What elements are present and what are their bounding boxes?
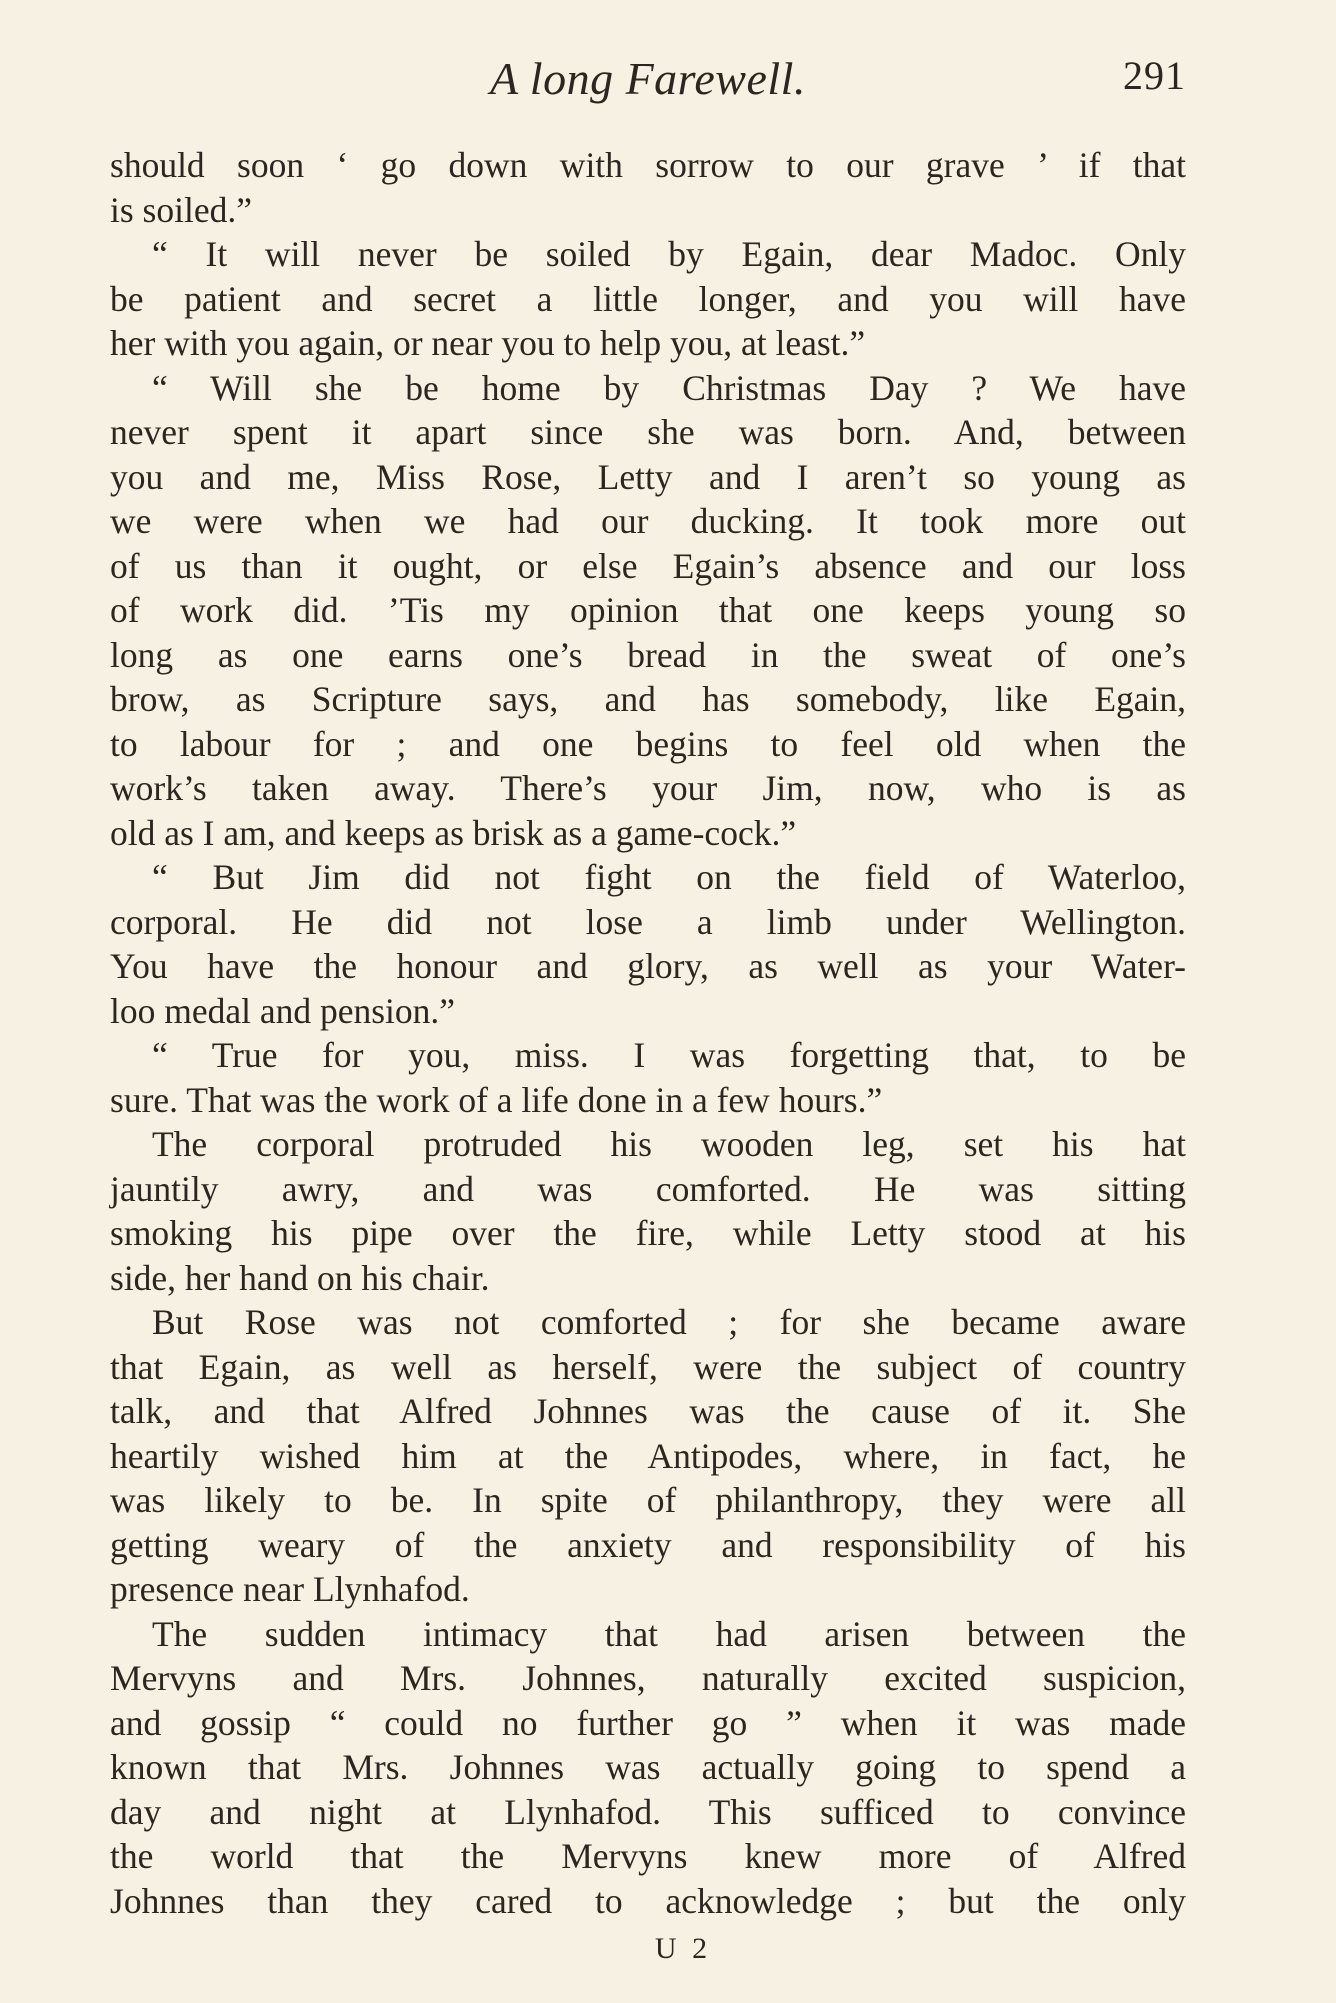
- text-line: the world that the Mervyns knew more of Alfred: [110, 1836, 1186, 1876]
- text-line: “ But Jim did not fight on the field of Waterloo,: [152, 857, 1186, 897]
- text-line: that Egain, as well as herself, were the subject of country: [110, 1346, 1186, 1387]
- text-line: jauntily awry, and was comforted. He was sitting: [110, 1168, 1186, 1209]
- text-line: should soon ‘ go down with sorrow to our grave ’ if that: [110, 145, 1186, 185]
- text-line: getting weary of the anxiety and responsibility of his: [110, 1524, 1186, 1565]
- signature-mark: U 2: [654, 1932, 712, 1965]
- text-line: of us than it ought, or else Egain’s absence and our loss: [110, 545, 1186, 586]
- text-line: “ True for you, miss. I was forgetting that, to be: [152, 1035, 1186, 1075]
- text-line: is soiled.”: [110, 189, 252, 230]
- text-line: presence near Llynhafod.: [110, 1569, 470, 1609]
- text-line: known that Mrs. Johnnes was actually going to spend a: [110, 1747, 1186, 1787]
- text-line: old as I am, and keeps as brisk as a game-cock.”: [110, 812, 797, 853]
- text-line: was likely to be. In spite of philanthropy, they were all: [110, 1480, 1186, 1520]
- text-line: we were when we had our ducking. It took more out: [110, 501, 1186, 541]
- text-line: never spent it apart since she was born. And, between: [110, 412, 1186, 452]
- text-line: loo medal and pension.”: [110, 990, 456, 1031]
- text-line: heartily wished him at the Antipodes, where, in fact, he: [110, 1435, 1186, 1476]
- text-line: long as one earns one’s bread in the sweat of one’s: [110, 634, 1186, 675]
- text-line: brow, as Scripture says, and has somebody, like Egain,: [110, 679, 1186, 719]
- text-line: Mervyns and Mrs. Johnnes, naturally excited suspicion,: [110, 1658, 1186, 1698]
- text-line: talk, and that Alfred Johnnes was the cause of it. She: [110, 1391, 1186, 1431]
- text-line: You have the honour and glory, as well as your Water-: [110, 946, 1186, 986]
- text-line: and gossip “ could no further go ” when it was made: [110, 1702, 1186, 1743]
- text-line: side, her hand on his chair.: [110, 1257, 490, 1298]
- text-line: you and me, Miss Rose, Letty and I aren’t so young as: [110, 456, 1186, 497]
- text-line: of work did. ’Tis my opinion that one keeps young so: [110, 590, 1186, 630]
- text-line: But Rose was not comforted ; for she became aware: [152, 1302, 1186, 1342]
- text-line: corporal. He did not lose a limb under Wellington.: [110, 901, 1186, 942]
- text-line: The corporal protruded his wooden leg, set his hat: [152, 1124, 1186, 1164]
- text-line: Johnnes than they cared to acknowledge ; but the only: [110, 1880, 1186, 1921]
- text-line: her with you again, or near you to help you, at least.”: [110, 323, 866, 363]
- text-line: work’s taken away. There’s your Jim, now, who is as: [110, 768, 1186, 808]
- body-text: [110, 143, 1186, 1923]
- text-line: be patient and secret a little longer, and you will have: [110, 278, 1186, 319]
- text-line: sure. That was the work of a life done in a few hours.”: [110, 1079, 883, 1120]
- text-line: “ Will she be home by Christmas Day ? We have: [152, 367, 1186, 408]
- text-line: smoking his pipe over the fire, while Letty stood at his: [110, 1213, 1186, 1253]
- text-line: day and night at Llynhafod. This sufficed to convince: [110, 1791, 1186, 1832]
- text-line: to labour for ; and one begins to feel old when the: [110, 723, 1186, 764]
- text-line: “ It will never be soiled by Egain, dear Madoc. Only: [152, 234, 1186, 274]
- running-head: [110, 52, 1186, 112]
- running-title: A long Farewell.: [490, 53, 806, 104]
- text-line: The sudden intimacy that had arisen between the: [152, 1613, 1186, 1654]
- page-number: 291: [1123, 53, 1186, 98]
